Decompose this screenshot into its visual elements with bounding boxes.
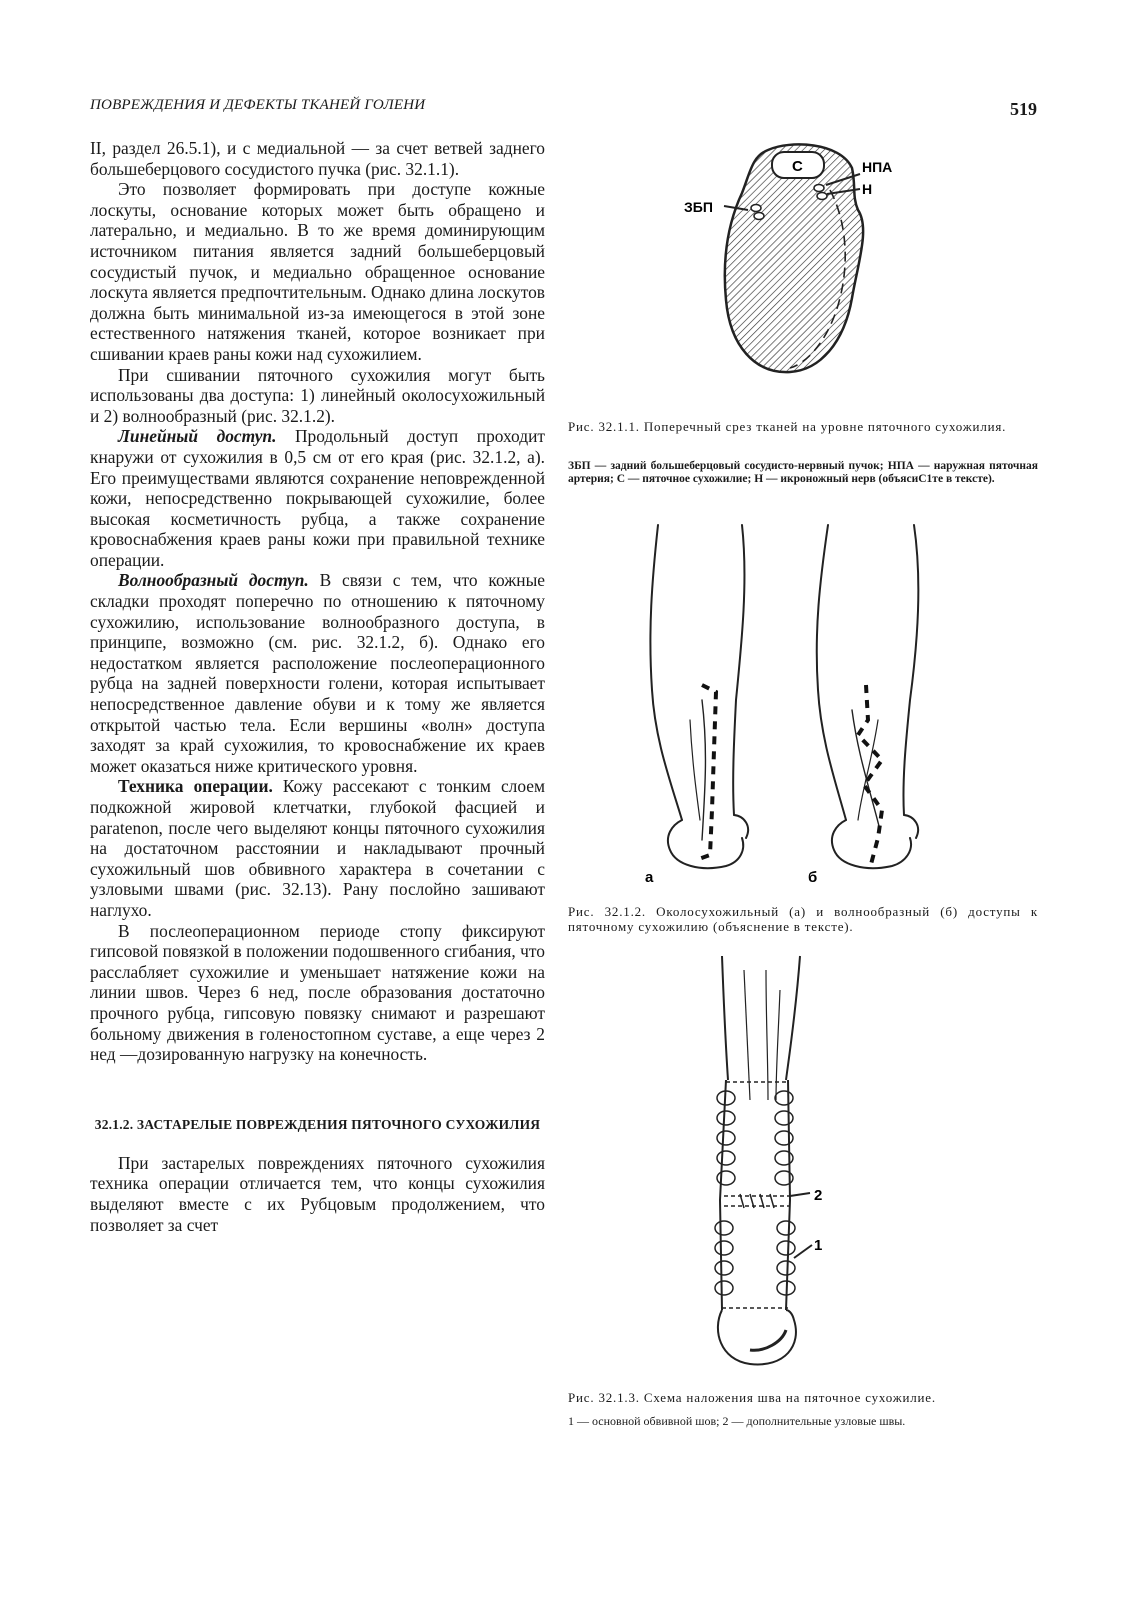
figure-caption: Рис. 32.1.2. Околосухожильный (а) и волнообразный (б) доступы к пяточному сухожилию (объяснение в тексте). bbox=[568, 904, 1038, 934]
paragraph-lead: Техника операции. bbox=[118, 776, 273, 797]
figure-caption: Рис. 32.1.3. Схема наложения шва на пяточное сухожилие. bbox=[568, 1390, 936, 1405]
paragraph bbox=[90, 776, 545, 920]
main-text-column bbox=[90, 138, 545, 1235]
label-2: 2 bbox=[814, 1187, 823, 1204]
paragraph-lead: Линейный доступ. bbox=[118, 426, 277, 447]
paragraph bbox=[90, 426, 545, 570]
paragraph-text: В связи с тем, что кожные складки проходят поперечно по отношению к пяточному сухожилию, использование волнообразного доступа, в принципе, возможно (см. рис. 32.1.2, б). Однако его недостатком является расположение послеоперационного рубца на задней поверхности голени, которая испытывает непосредственное давление обуви и к тому же является открытой частью тела. Если вершины «волн» доступа заходят за край сухожилия, то кровоснабжение их краев может оказаться ниже критического уровня. bbox=[90, 570, 545, 776]
label-npa: НПА bbox=[862, 159, 893, 175]
paragraph: При сшивании пяточного сухожилия могут быть использованы два доступа: 1) линейный околосухожильный и 2) волнообразный (рис. 32.1.2). bbox=[90, 364, 545, 426]
paragraph: При застарелых повреждениях пяточного сухожилия техника операции отличается тем, что концы сухожилия выделяют вместе с их Рубцовым продолжением, что позволяет за счет bbox=[90, 1152, 545, 1235]
figure-legend: 1 — основной обвивной шов; 2 — дополнительные узловые швы. bbox=[568, 1414, 906, 1428]
paragraph: Это позволяет формировать при доступе кожные лоскуты, основание которых может быть обращено и латерально, и медиально. В то же время доминирующим источником питания является задний большеберцовый сосудистый пучок, и медиально обращенное основание лоскута является предпочтительным. Однако длина лоскутов должна быть минимальной из-за имеющегося в этой зоне естественного натяжения тканей, которое возникает при сшивании краев раны кожи над сухожилием. bbox=[90, 179, 545, 364]
label-1: 1 bbox=[814, 1237, 823, 1254]
label-a: а bbox=[645, 869, 654, 886]
paragraph-text: Кожу рассекают с тонким слоем подкожной жировой клетчатки, глубокой фасцией и paratenon, после чего выделяют концы пяточного сухожилия на достаточном расстоянии и накладывают прочный сухожильный шов обвивного характера в сочетании с узловыми швами (рис. 32.13). Рану послойно зашивают наглухо. bbox=[90, 776, 545, 920]
label-n: Н bbox=[862, 181, 873, 197]
paragraph bbox=[90, 570, 545, 776]
label-zbp: ЗБП bbox=[684, 199, 713, 215]
paragraph: В послеоперационном периоде стопу фиксируют гипсовой повязкой в положении подошвенного сгибания, что расслабляет сухожилие и уменьшает натяжение кожи на линии швов. Через 6 нед, после образования достаточно прочного рубца, гипсовую повязку снимают и разрешают больному движения в голеностопном суставе, а еще через 2 нед —дозированную нагрузку на конечность. bbox=[90, 920, 545, 1065]
paragraph-lead: Волнообразный доступ. bbox=[118, 570, 309, 591]
running-head: ПОВРЕЖДЕНИЯ И ДЕФЕКТЫ ТКАНЕЙ ГОЛЕНИ bbox=[90, 97, 426, 113]
label-b: б bbox=[808, 869, 818, 886]
figure-suture-scheme bbox=[690, 950, 850, 1370]
figure-legend: ЗБП — задний большеберцовый сосудисто-нервный пучок; НПА — наружная пяточная артерия; С — пяточное сухожилие; Н — икроножный нерв (объясиС1те в тексте). bbox=[568, 460, 1038, 485]
page-number: 519 bbox=[1010, 99, 1037, 119]
paragraph: II, раздел 26.5.1), и с медиальной — за счет ветвей заднего большеберцового сосудистого пучка (рис. 32.1.1). bbox=[90, 138, 545, 179]
label-c: С bbox=[792, 158, 803, 175]
paragraph-text: Продольный доступ проходит кнаружи от сухожилия в 0,5 см от его края (рис. 32.1.2, а). Его преимуществами являются сохранение неповрежденной кожи, непосредственно покрывающей сухожилие, более высокая косметичность рубца, а также сохранение кровоснабжения краев раны кожи при правильной технике операции. bbox=[90, 426, 546, 570]
figure-caption: Рис. 32.1.1. Поперечный срез тканей на уровне пяточного сухожилия. bbox=[568, 419, 1007, 434]
section-heading: 32.1.2. ЗАСТАРЕЛЫЕ ПОВРЕЖДЕНИЯ ПЯТОЧНОГО СУХОЖИЛИЯ bbox=[94, 1116, 541, 1132]
figure-surgical-approaches bbox=[630, 520, 940, 890]
figure-heel-cross-section bbox=[680, 138, 920, 400]
